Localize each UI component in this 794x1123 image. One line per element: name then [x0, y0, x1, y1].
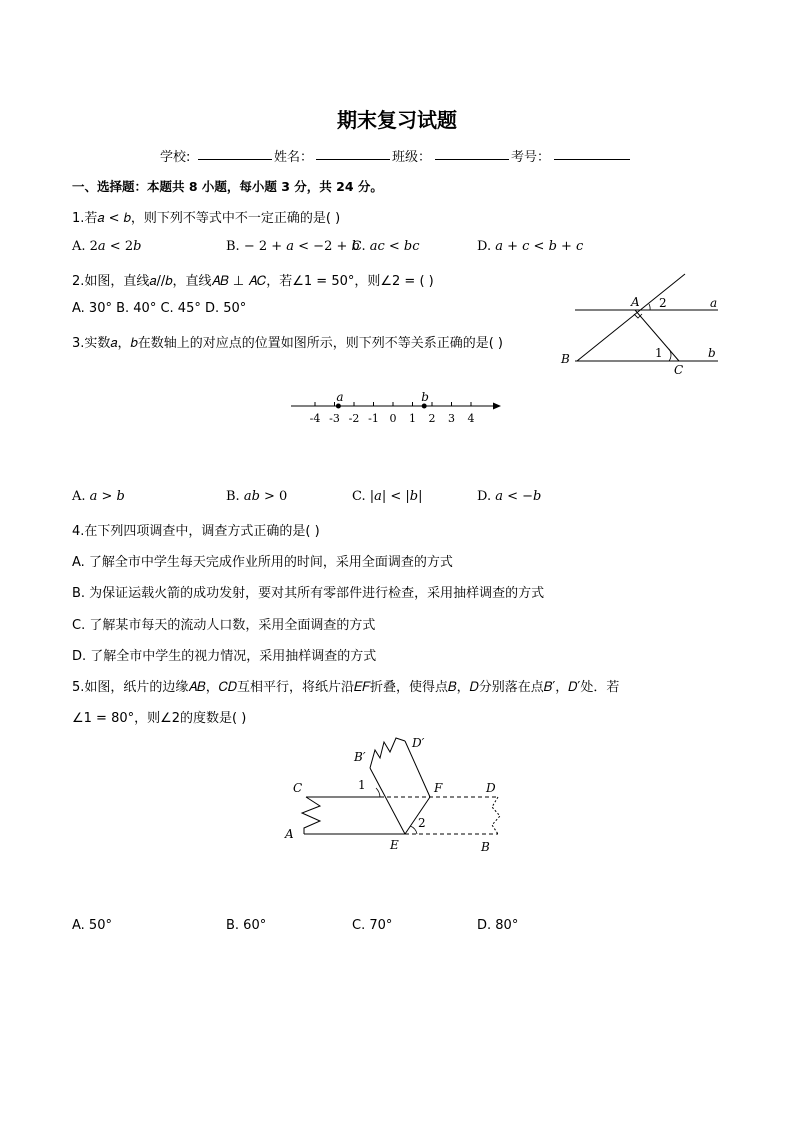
- q3-option-c[interactable]: C. |𝑎| < |𝑏|: [352, 489, 423, 504]
- tick-label: -2: [348, 412, 360, 425]
- info-examno-label: 考号：: [511, 150, 551, 165]
- label-b: b: [708, 346, 716, 360]
- info-name-label: 姓名：: [274, 150, 314, 165]
- label-2: 2: [418, 816, 426, 830]
- q3-option-b[interactable]: B. 𝑎𝑏 > 0: [226, 489, 288, 504]
- label-F: F: [434, 781, 443, 795]
- q1-option-c[interactable]: C. 𝑎𝑐 < 𝑏𝑐: [352, 239, 420, 254]
- point-b-label: b: [421, 390, 429, 404]
- point-b: [422, 404, 427, 409]
- label-A: A: [631, 295, 640, 309]
- label-Bp: B′: [354, 750, 366, 764]
- page-title: 期末复习试题: [337, 108, 457, 132]
- school-blank[interactable]: [198, 146, 272, 160]
- label-2: 2: [659, 296, 667, 310]
- label-B: B: [561, 352, 570, 366]
- label-a: a: [710, 296, 718, 310]
- tick-label: 3: [448, 412, 455, 425]
- label-E: E: [390, 838, 399, 852]
- q3-option-a[interactable]: A. 𝑎 > 𝑏: [72, 489, 125, 504]
- q1-option-b[interactable]: B. − 2 + 𝑎 < −2 + 𝑏: [226, 239, 360, 254]
- tick-label: -4: [309, 412, 321, 425]
- folded-jagged-edge: [370, 738, 405, 768]
- tick-label: 4: [467, 412, 475, 425]
- label-A: A: [285, 827, 294, 841]
- tick-label: -3: [329, 412, 340, 425]
- label-1: 1: [358, 778, 366, 792]
- examno-blank[interactable]: [554, 146, 630, 160]
- right-jagged-edge: [492, 797, 500, 834]
- angle-1-arc: [376, 788, 380, 797]
- info-school-label: 学校:: [160, 150, 191, 165]
- folded-edge-eb: [370, 768, 405, 834]
- q4-option-b[interactable]: B. 为保证运载火箭的成功发射，要对其所有零部件进行检查，采用抽样调查的方式: [72, 586, 545, 601]
- point-a-label: a: [336, 390, 344, 404]
- label-1: 1: [655, 346, 663, 360]
- class-blank[interactable]: [435, 146, 509, 160]
- line-ab: [577, 274, 685, 361]
- angle-2-arc: [649, 304, 650, 310]
- number-line: [285, 386, 510, 428]
- q5-option-b[interactable]: B. 60°: [226, 918, 267, 933]
- name-blank[interactable]: [316, 146, 390, 160]
- tick-label: 1: [409, 412, 416, 425]
- q5-option-a[interactable]: A. 50°: [72, 918, 112, 933]
- q1-option-a[interactable]: A. 2𝑎 < 2𝑏: [72, 239, 142, 254]
- point-a: [336, 404, 341, 409]
- q5-stem-line1: 5.如图，纸片的边缘𝐴𝐵，𝐶𝐷互相平行，将纸片沿𝐸𝐹折叠，使得点𝐵，𝐷分别落在点𝐵′，𝐷′处．若: [72, 680, 620, 695]
- q5-option-c[interactable]: C. 70°: [352, 918, 393, 933]
- label-C: C: [293, 781, 303, 795]
- q4-option-a[interactable]: A. 了解全市中学生每天完成作业所用的时间，采用全面调查的方式: [72, 555, 453, 570]
- q4-stem: 4.在下列四项调查中，调查方式正确的是( ): [72, 524, 320, 539]
- q2-figure: [555, 268, 730, 380]
- info-class-label: 班级：: [392, 150, 432, 165]
- q3-option-d[interactable]: D. 𝑎 < −𝑏: [477, 489, 542, 504]
- left-jagged-edge: [302, 797, 320, 834]
- q4-option-c[interactable]: C. 了解某市每天的流动人口数，采用全面调查的方式: [72, 618, 376, 633]
- q1-option-d[interactable]: D. 𝑎 + 𝑐 < 𝑏 + 𝑐: [477, 239, 584, 254]
- q5-stem-line2: ∠1 = 80°，则∠2的度数是( ): [72, 711, 247, 726]
- axis-arrow: [493, 403, 501, 410]
- q2-stem: 2.如图，直线𝑎//𝑏，直线𝐴𝐵 ⊥ 𝐴𝐶，若∠1 = 50°，则∠2 = ( ): [72, 274, 434, 289]
- label-D: D: [486, 781, 496, 795]
- angle-2-arc: [410, 826, 417, 834]
- label-C: C: [674, 363, 684, 377]
- section-heading: 一、选择题：本题共 8 小题，每小题 3 分，共 24 分。: [72, 179, 383, 194]
- q4-option-d[interactable]: D. 了解全市中学生的视力情况，采用抽样调查的方式: [72, 649, 377, 664]
- tick-label: -1: [368, 412, 379, 425]
- tick-label: 2: [428, 412, 436, 425]
- label-B: B: [481, 840, 490, 854]
- label-Dp: D′: [412, 736, 425, 750]
- q5-figure: [280, 730, 520, 860]
- q5-option-d[interactable]: D. 80°: [477, 918, 519, 933]
- tick-label: 0: [389, 412, 397, 425]
- q1-stem: 1.若𝑎 < 𝑏，则下列不等式中不一定正确的是( ): [72, 211, 341, 226]
- q3-stem: 3.实数𝑎，𝑏在数轴上的对应点的位置如图所示，则下列不等关系正确的是( ): [72, 336, 504, 351]
- q2-options[interactable]: A. 30° B. 40° C. 45° D. 50°: [72, 301, 247, 316]
